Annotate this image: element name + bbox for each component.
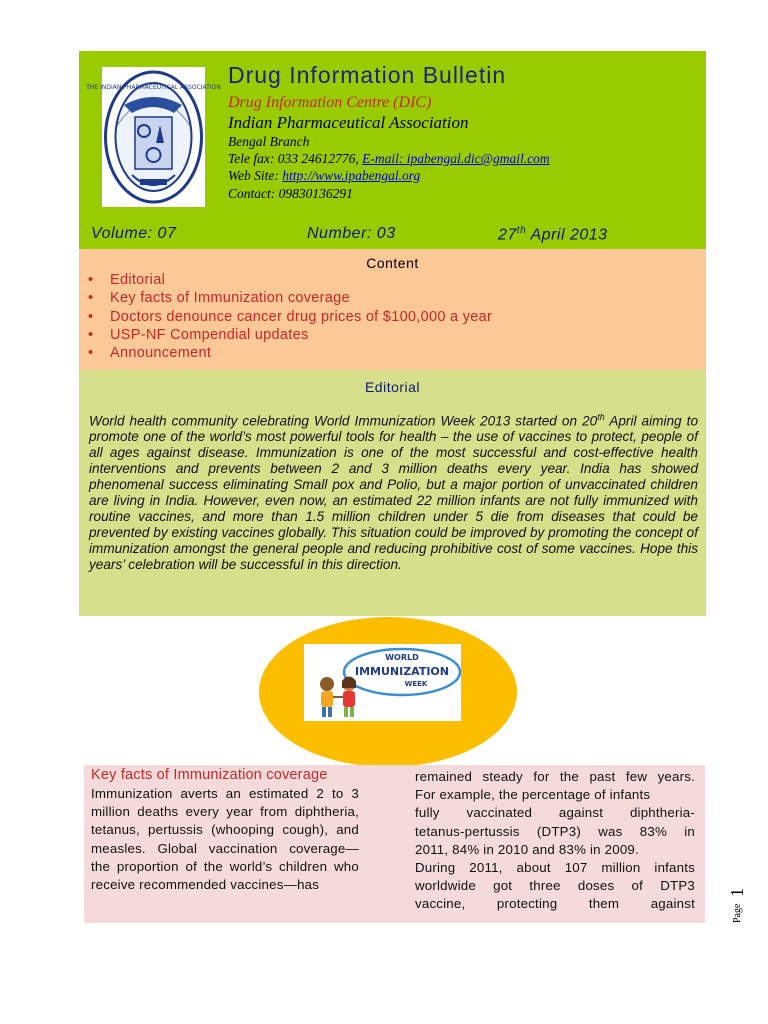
text-line: the proportion of the world’s children who bbox=[91, 858, 359, 874]
immunization-week-image bbox=[304, 644, 461, 721]
list-item[interactable] bbox=[88, 289, 492, 307]
list-item[interactable] bbox=[88, 308, 492, 326]
list-item[interactable] bbox=[88, 326, 492, 344]
editorial-suffix: th bbox=[597, 412, 605, 422]
email-label[interactable]: E-mail: bbox=[362, 151, 407, 166]
association-name: Indian Pharmaceutical Association bbox=[228, 113, 469, 132]
page-number-footer bbox=[725, 875, 755, 925]
text-line: tetanus-pertussis (DTP3) was 83% in bbox=[415, 823, 695, 839]
bulletin-title: Drug Information Bulletin bbox=[228, 62, 507, 88]
contact-telfax bbox=[228, 151, 550, 167]
ipa-logo bbox=[86, 67, 221, 207]
content-list bbox=[88, 271, 492, 362]
text-line: tetanus, pertussis (whooping cough), and bbox=[91, 822, 359, 838]
banner-line2: IMMUNIZATION bbox=[354, 665, 450, 678]
date-day: 27 bbox=[498, 226, 517, 244]
logo-lettering: THE INDIAN PHARMACEUTICAL ASSOCIATION bbox=[86, 84, 221, 91]
content-item-label: USP-NF Compendial updates bbox=[110, 326, 309, 343]
email-link[interactable]: ipabengal.dic@gmail.com bbox=[406, 151, 550, 166]
centre-name: Drug Information Centre (DIC) bbox=[228, 94, 432, 111]
keyfacts-heading: Key facts of Immunization coverage bbox=[91, 767, 328, 783]
telfax-text: Tele fax: 033 24612776, bbox=[228, 151, 363, 166]
issue-date bbox=[498, 225, 608, 244]
editorial-text-part1: World health community celebrating World Immunization Week 2013 started on 20 bbox=[89, 413, 598, 429]
children-illustration bbox=[320, 677, 356, 718]
issue-number: Number: 03 bbox=[307, 225, 396, 242]
banner-line1: WORLD bbox=[385, 653, 419, 662]
content-item-label: Announcement bbox=[110, 345, 212, 362]
date-suffix: th bbox=[516, 225, 527, 236]
content-item-label: Key facts of Immunization coverage bbox=[110, 290, 350, 307]
date-rest: April 2013 bbox=[526, 226, 608, 244]
text-line: measles. Global vaccination coverage— bbox=[91, 840, 359, 856]
editorial-text-part2: April aiming to promote one of the world’s most powerful tools for health – the use of vaccines to protect, people of all ages against disease. Immunization is one of the most successful and cost-effective health interventions and prevents between 2 and 3 million deaths every year. India has showed phenomenal success eliminating Small pox and Polio, but a major portion of unvaccinated children are living in India. However, even now, an estimated 22 million infants are not fully immunized with routine vaccines, and more than 1.5 million children under 5 die from diseases that could be prevented by existing vaccines globally. This situation could be improved by promoting the concept of immunization amongst the general people and reducing prohibitive cost of some vaccines. Hope this years’ celebration will be successful in this direction. bbox=[89, 413, 698, 572]
text-line: remained steady for the past few years. bbox=[415, 769, 695, 784]
content-item-label: Editorial bbox=[110, 272, 166, 288]
website-link[interactable]: http://www.ipabengal.org bbox=[282, 168, 421, 183]
text-line: fully vaccinated against diphtheria- bbox=[415, 805, 695, 821]
text-line: For example, the percentage of infants bbox=[415, 787, 651, 803]
contact-number: Contact: 09830136291 bbox=[228, 186, 353, 201]
text-line: 2011, 84% in 2010 and 83% in 2009. bbox=[415, 841, 639, 857]
text-line: million deaths every year from diphtheria, bbox=[91, 804, 359, 820]
page-label: Page bbox=[732, 903, 743, 923]
editorial-text bbox=[89, 410, 698, 573]
editorial-heading: Editorial bbox=[364, 379, 421, 395]
bullet-icon: • bbox=[88, 308, 94, 325]
volume-label: Volume: 07 bbox=[91, 225, 177, 242]
banner-line3: WEEK bbox=[404, 680, 428, 688]
website-line bbox=[228, 168, 420, 184]
content-heading: Content bbox=[366, 255, 419, 271]
text-line: During 2011, about 107 million infants bbox=[415, 860, 695, 876]
keyfacts-column-2 bbox=[415, 768, 695, 914]
bullet-icon: • bbox=[88, 290, 94, 307]
list-item[interactable] bbox=[88, 271, 492, 289]
text-line: worldwide got three doses of DTP3 bbox=[415, 878, 695, 894]
text-line: Immunization averts an estimated 2 to 3 bbox=[91, 786, 359, 801]
text-line: vaccine, protecting them against bbox=[415, 896, 695, 912]
keyfacts-column-1 bbox=[91, 785, 359, 894]
list-item[interactable] bbox=[88, 344, 492, 362]
content-item-label: Doctors denounce cancer drug prices of $100,000 a year bbox=[110, 308, 493, 325]
page-number: 1 bbox=[727, 888, 747, 897]
bullet-icon: • bbox=[88, 272, 94, 288]
branch-name: Bengal Branch bbox=[228, 134, 310, 149]
website-label: Web Site: bbox=[228, 168, 283, 183]
text-line: receive recommended vaccines—has bbox=[91, 877, 320, 893]
bullet-icon: • bbox=[88, 345, 94, 362]
bullet-icon: • bbox=[88, 326, 94, 343]
